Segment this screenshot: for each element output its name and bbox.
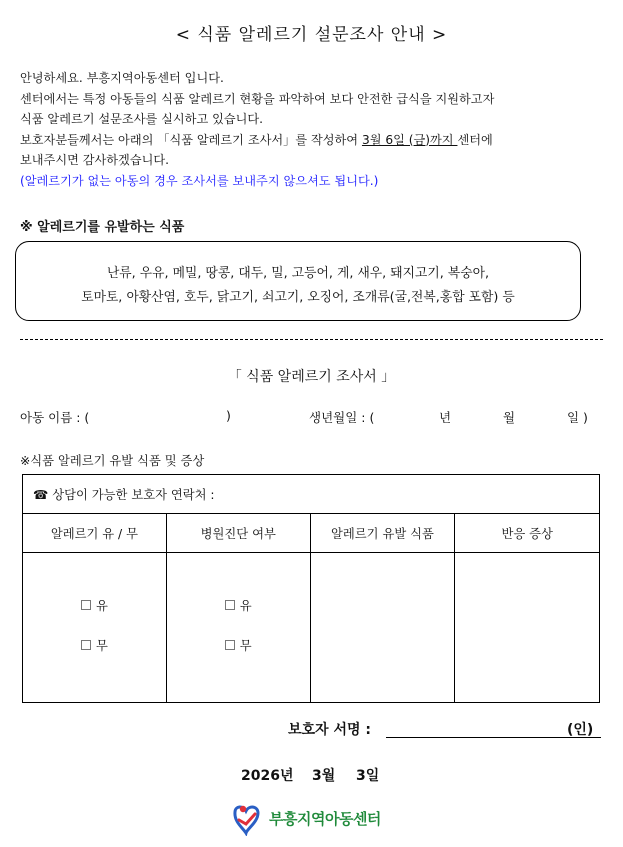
date-day: 3일 xyxy=(356,768,380,784)
birth-day-label: 일 ) xyxy=(567,410,588,425)
heart-logo-icon xyxy=(229,800,265,836)
allergen-list-line: 난류, 우유, 메밀, 땅콩, 대두, 밀, 고등어, 게, 새우, 돼지고기, 복숭아, xyxy=(106,266,490,281)
cut-line-divider xyxy=(20,339,603,340)
birthdate-label: 생년월일 : ( xyxy=(309,410,375,425)
table-row xyxy=(23,553,600,703)
page-title: < 식품 알레르기 설문조사 안내 > xyxy=(175,25,448,45)
checkbox-icon[interactable] xyxy=(81,600,91,610)
child-name-close: ) xyxy=(226,408,231,423)
birth-month-label: 월 xyxy=(503,410,516,425)
logo-text: 부흥지역아동센터 xyxy=(269,809,381,828)
allergy-yes-option[interactable] xyxy=(23,596,166,614)
column-header-diagnosis: 병원진단 여부 xyxy=(166,514,310,553)
survey-table xyxy=(22,474,600,703)
allergy-no-option[interactable] xyxy=(23,636,166,654)
checkbox-icon[interactable] xyxy=(225,600,235,610)
diagnosis-no-option[interactable] xyxy=(167,636,310,654)
intro-text: 센터에 xyxy=(457,132,493,147)
allergen-heading: ※ 알레르기를 유발하는 식품 xyxy=(20,220,185,235)
diagnosis-cell xyxy=(166,553,310,703)
table-subheading: ※식품 알레르기 유발 식품 및 증상 xyxy=(20,454,205,468)
contact-field[interactable]: ☎ 상담이 가능한 보호자 연락처 : xyxy=(23,475,600,514)
signature-label: 보호자 서명 : xyxy=(288,722,371,738)
column-header-trigger-food: 알레르기 유발 식품 xyxy=(310,514,455,553)
intro-note: (알레르기가 없는 아동의 경우 조사서를 보내주지 않으셔도 됩니다.) xyxy=(20,173,379,188)
allergy-yes-no-cell xyxy=(23,553,167,703)
column-header-allergy: 알레르기 유 / 무 xyxy=(23,514,167,553)
intro-paragraph xyxy=(20,68,494,191)
center-logo xyxy=(229,800,381,836)
option-label: 무 xyxy=(239,639,252,653)
intro-line: 안녕하세요. 부흥지역아동센터 입니다. xyxy=(20,71,224,85)
column-header-symptoms: 반응 증상 xyxy=(455,514,600,553)
intro-line: 식품 알레르기 설문조사를 실시하고 있습니다. xyxy=(20,112,264,126)
date-month: 3월 xyxy=(312,768,336,784)
symptoms-cell[interactable] xyxy=(455,553,600,703)
intro-line: 보내주시면 감사하겠습니다. xyxy=(20,153,170,167)
diagnosis-yes-option[interactable] xyxy=(167,596,310,614)
checkbox-icon[interactable] xyxy=(81,640,91,650)
deadline-text: 3월 6일 (금)까지 xyxy=(361,132,458,147)
option-label: 무 xyxy=(95,639,108,653)
checkbox-icon[interactable] xyxy=(225,640,235,650)
allergen-box xyxy=(15,241,581,321)
date-year: 2026년 xyxy=(241,768,294,784)
seal-mark: (인) xyxy=(567,722,594,738)
allergen-list-line: 토마토, 아황산염, 호두, 닭고기, 쇠고기, 오징어, 조개류(굴,전복,홍합 포함) 등 xyxy=(81,290,515,305)
contact-row xyxy=(23,475,600,514)
intro-line: 센터에서는 특정 아동들의 식품 알레르기 현황을 파악하여 보다 안전한 급식을 지원하고자 xyxy=(20,91,495,106)
option-label: 유 xyxy=(239,599,252,613)
child-name-label: 아동 이름 : ( xyxy=(20,410,90,425)
intro-text: 보호자분들께서는 아래의 「식품 알레르기 조사서」를 작성하여 xyxy=(20,132,362,147)
birth-year-label: 년 xyxy=(439,410,452,425)
intro-line xyxy=(20,130,494,151)
table-header-row xyxy=(23,514,600,553)
trigger-food-cell[interactable] xyxy=(310,553,455,703)
form-title: 「 식품 알레르기 조사서 」 xyxy=(227,369,396,385)
option-label: 유 xyxy=(95,599,108,613)
